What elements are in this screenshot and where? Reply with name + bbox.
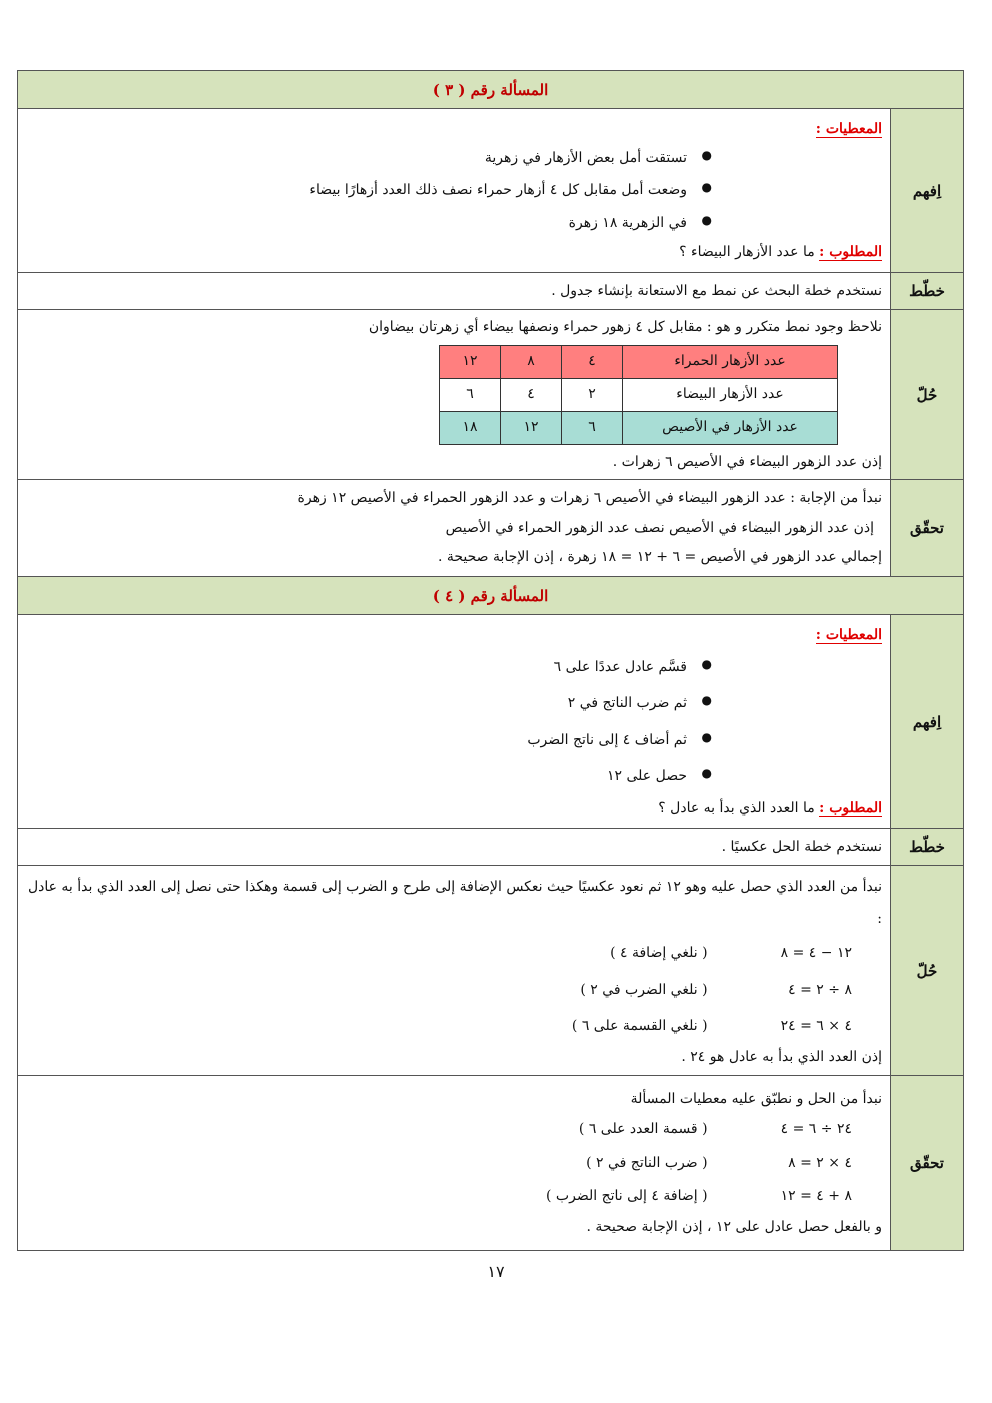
equation-line: [26, 935, 882, 971]
page-number: ١٧: [487, 1262, 505, 1281]
required-label: المطلوب :: [819, 243, 882, 260]
givens-label: المعطيات :: [815, 627, 882, 644]
required-label: المطلوب :: [819, 799, 882, 816]
understand-label: اِفهم: [891, 615, 964, 829]
check-line: إذن عدد الزهور البيضاء في الأصيص نصف عدد الزهور الحمراء في الأصيص: [445, 519, 874, 536]
understand-content: [18, 615, 891, 829]
check-line: إجمالي عدد الزهور في الأصيص = ٦ + ١٢ = ١٨ زهرة ، إذن الإجابة صحيحة .: [437, 548, 882, 565]
facts-list: [26, 142, 882, 239]
row-label: عدد الأزهار الحمراء: [623, 345, 838, 378]
check-intro: نبدأ من الحل و نطبّق عليه معطيات المسألة: [630, 1091, 882, 1108]
pattern-table: [439, 345, 838, 445]
required-line: [26, 239, 882, 266]
check-content: [18, 1076, 891, 1251]
solve-content: [18, 310, 891, 480]
check-content: [18, 480, 891, 577]
check-conclusion: و بالفعل حصل عادل على ١٢ ، إذن الإجابة صحيحة .: [586, 1218, 882, 1235]
plan-label: خطّط: [891, 273, 964, 310]
cell: ٦: [562, 411, 623, 444]
equation: ٤ × ٦ = ٢٤: [780, 1017, 852, 1034]
givens-label: المعطيات :: [815, 120, 882, 137]
equation: ٢٤ ÷ ٦ = ٤: [780, 1120, 852, 1137]
cell: ١٨: [440, 411, 501, 444]
fact-item: ● تستقت أمل بعض الأزهار في زهرية: [26, 142, 712, 174]
equation-note: ( ضرب الناتج في ٢ ): [586, 1154, 708, 1171]
fact-item: ● قسَّم عادل عددًا على ٦: [26, 649, 712, 685]
equation-note: ( إضافة ٤ إلى ناتج الضرب ): [546, 1188, 708, 1205]
table-row: [440, 378, 838, 411]
fact-item: ● وضعت أمل مقابل كل ٤ أزهار حمراء نصف ذلك العدد أزهارًا بيضاء: [26, 174, 712, 206]
solve-label: حُلّ: [891, 310, 964, 480]
cell: ٤: [501, 378, 562, 411]
equation-line: [26, 1180, 882, 1214]
problem-4-title: المسألة رقم ( ٤ ): [18, 577, 964, 615]
equation-line: [26, 1008, 882, 1044]
check-label: تحقّق: [891, 480, 964, 577]
plan-text: نستخدم خطة الحل عكسيًا .: [18, 829, 891, 866]
plan-label: خطّط: [891, 829, 964, 866]
solve-conclusion: إذن العدد الذي بدأ به عادل هو ٢٤ .: [681, 1049, 882, 1066]
fact-item: ● ثم ضرب الناتج في ٢: [26, 685, 712, 721]
cell: ١٢: [501, 411, 562, 444]
required-text: ما عدد الأزهار البيضاء ؟: [679, 243, 815, 260]
fact-item: ● ثم أضاف ٤ إلى ناتج الضرب: [26, 722, 712, 758]
fact-item: ● في الزهرية ١٨ زهرة: [26, 207, 712, 239]
required-text: ما العدد الذي بدأ به عادل ؟: [658, 799, 815, 816]
table-row: [440, 411, 838, 444]
worksheet-table: [17, 70, 964, 1251]
solve-intro: نلاحظ وجود نمط متكرر و هو : مقابل كل ٤ زهور حمراء ونصفها بيضاء أي زهرتان بيضاوان: [368, 319, 882, 335]
understand-content: [18, 109, 891, 273]
solve-content: [18, 866, 891, 1076]
solve-conclusion: إذن عدد الزهور البيضاء في الأصيص ٦ زهرات .: [612, 453, 882, 470]
table-row: [440, 345, 838, 378]
cell: ٨: [501, 345, 562, 378]
equation-line: [26, 1147, 882, 1181]
problem-3-title: المسألة رقم ( ٣ ): [18, 71, 964, 109]
equation: ٨ + ٤ = ١٢: [780, 1188, 852, 1205]
cell: ٦: [440, 378, 501, 411]
required-line: [26, 795, 882, 822]
equation-note: ( نلغي إضافة ٤ ): [610, 945, 708, 962]
plan-text: نستخدم خطة البحث عن نمط مع الاستعانة بإنشاء جدول .: [18, 273, 891, 310]
equation-line: [26, 1113, 882, 1147]
equation-note: ( نلغي الضرب في ٢ ): [580, 981, 708, 998]
understand-label: اِفهم: [891, 109, 964, 273]
row-label: عدد الأزهار في الأصيص: [623, 411, 838, 444]
cell: ١٢: [440, 345, 501, 378]
facts-list: [26, 649, 882, 795]
fact-item: ● حصل على ١٢: [26, 758, 712, 794]
equation: ١٢ − ٤ = ٨: [780, 945, 852, 962]
cell: ٢: [562, 378, 623, 411]
equation-note: ( قسمة العدد على ٦ ): [578, 1120, 708, 1137]
equation: ٤ × ٢ = ٨: [788, 1154, 852, 1171]
check-line: نبدأ من الإجابة : عدد الزهور البيضاء في الأصيص ٦ زهرات و عدد الزهور الحمراء في الأصيص ١٢ زهرة: [297, 490, 882, 507]
check-label: تحقّق: [891, 1076, 964, 1251]
solve-intro: نبدأ من العدد الذي حصل عليه وهو ١٢ ثم نعود عكسيًا حيث نعكس الإضافة إلى طرح و الضرب إلى قسمة وهكذا حتى نصل إلى العدد الذي بدأ به عادل :: [27, 878, 882, 927]
solve-label: حُلّ: [891, 866, 964, 1076]
row-label: عدد الأزهار البيضاء: [623, 378, 838, 411]
equation-note: ( نلغي القسمة على ٦ ): [571, 1017, 708, 1034]
cell: ٤: [562, 345, 623, 378]
equation: ٨ ÷ ٢ = ٤: [788, 981, 852, 998]
equation-line: [26, 972, 882, 1008]
